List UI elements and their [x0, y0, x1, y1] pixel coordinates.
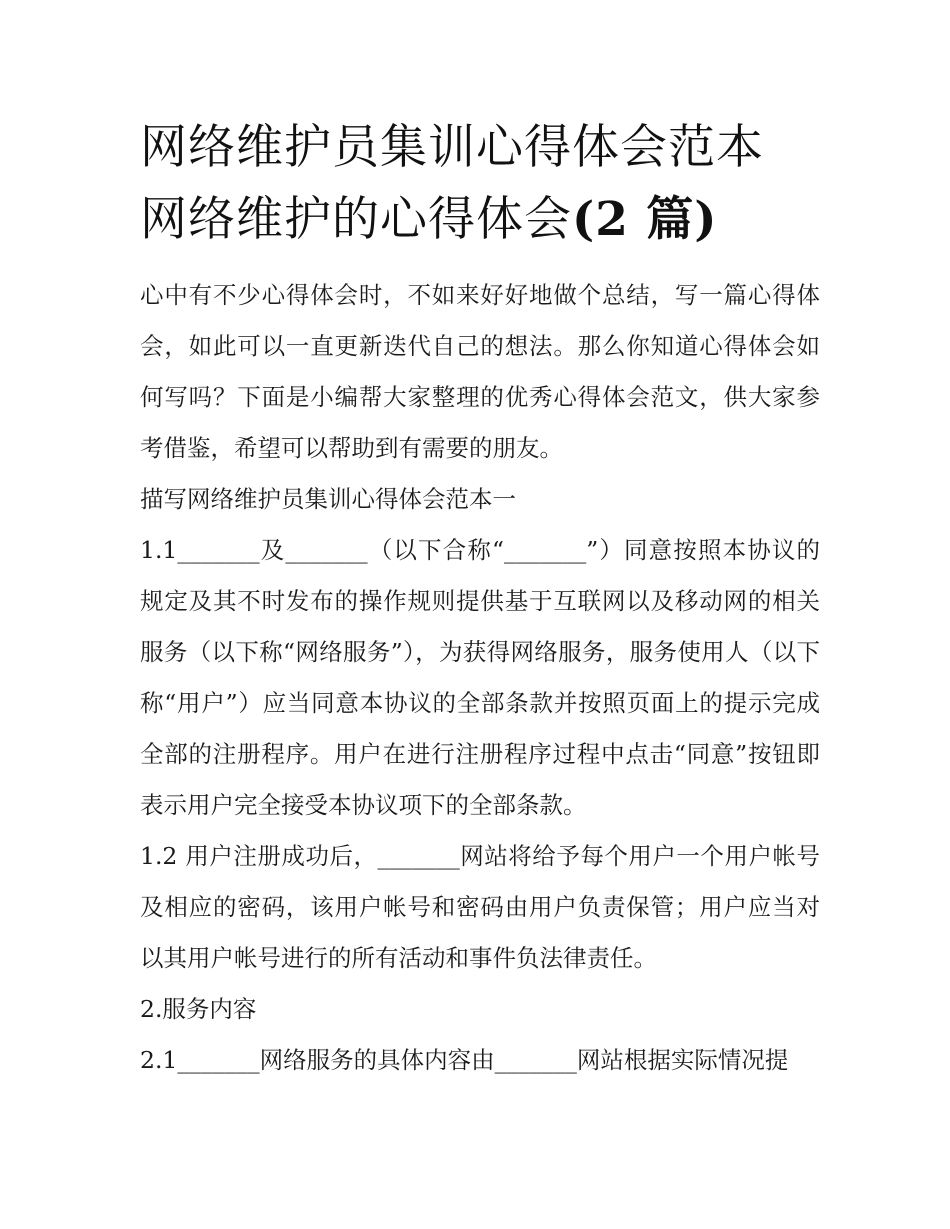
section-heading: 描写网络维护员集训心得体会范本一	[140, 485, 516, 513]
section-2-heading: 2.服务内容	[140, 995, 257, 1023]
clause-2-1: 2.1_______网络服务的具体内容由_______网站根据实际情况提	[140, 1046, 789, 1074]
title-line-2: 网络维护的心得体会	[140, 192, 572, 247]
clause-1-1: 1.1_______及_______（以下合称“_______”）同意按照本协议的规定及其不时发布的操作规则提供基于互联网以及移动网的相关服务（以下称“网络服务”），为获得网络服务，服务使用人（以下称“用户”）应当同意本协议的全部条款并按照页面上的提示完成全部的注册程序。用户在进行注册程序过程中点击“同意”按钮即表示用户完全接受本协议项下的全部条款。	[140, 536, 820, 819]
intro-paragraph: 心中有不少心得体会时，不如来好好地做个总结，写一篇心得体会，如此可以一直更新迭代自己的想法。那么你知道心得体会如何写吗？下面是小编帮大家整理的优秀心得体会范文，供大家参考借鉴，希望可以帮助到有需要的朋友。	[140, 281, 820, 462]
document-title	[140, 112, 820, 256]
title-count: (2 篇)	[572, 192, 718, 247]
clause-1-2: 1.2 用户注册成功后，_______网站将给予每个用户一个用户帐号及相应的密码，该用户帐号和密码由用户负责保管；用户应当对以其用户帐号进行的所有活动和事件负法律责任。	[140, 842, 820, 972]
document-body	[140, 112, 820, 1086]
title-line-1: 网络维护员集训心得体会范本	[140, 120, 764, 175]
